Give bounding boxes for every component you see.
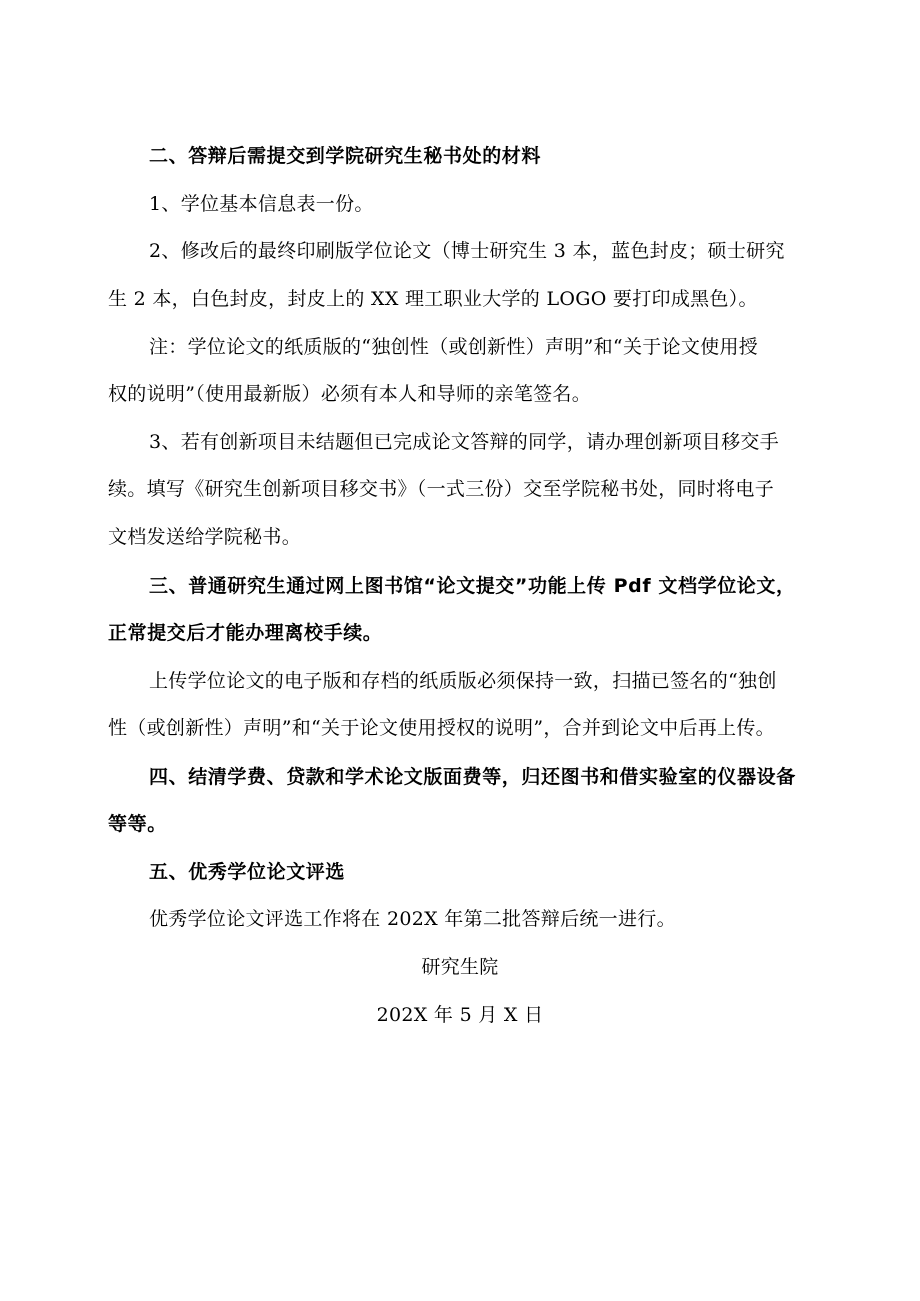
section2-item2-line2: 生 2 本，白色封皮，封皮上的 XX 理工职业大学的 LOGO 要打印成黑色）。 — [108, 288, 758, 310]
section5-body: 优秀学位论文评选工作将在 202X 年第二批答辩后统一进行。 — [149, 908, 676, 930]
section3-heading-line2: 正常提交后才能办理离校手续。 — [108, 622, 383, 644]
section2-item3-line1: 3、若有创新项目未结题但已完成论文答辩的同学，请办理创新项目移交手 — [149, 431, 779, 453]
signature-date: 202X 年 5 月 X 日 — [376, 1004, 544, 1026]
section2-heading: 二、答辩后需提交到学院研究生秘书处的材料 — [149, 145, 542, 167]
section4-heading-line2: 等等。 — [108, 813, 167, 835]
section3-body-line1: 上传学位论文的电子版和存档的纸质版必须保持一致，扫描已签名的“独创 — [149, 670, 777, 692]
section2-note-line2: 权的说明”（使用最新版）必须有本人和导师的亲笔签名。 — [108, 383, 592, 405]
section2-item3-line3: 文档发送给学院秘书。 — [108, 526, 302, 548]
section2-item3-line2: 续。填写《研究生创新项目移交书》（一式三份）交至学院秘书处，同时将电子 — [108, 478, 775, 500]
section2-note-line1: 注：学位论文的纸质版的“独创性（或创新性）声明”和“关于论文使用授 — [149, 336, 759, 358]
section2-item2-line1: 2、修改后的最终印刷版学位论文（博士研究生 3 本，蓝色封皮；硕士研究 — [149, 240, 785, 262]
signature-org: 研究生院 — [421, 956, 499, 978]
section5-heading: 五、优秀学位论文评选 — [149, 861, 346, 883]
section4-heading-line1: 四、结清学费、贷款和学术论文版面费等，归还图书和借实验室的仪器设备 — [149, 766, 796, 788]
section3-body-line2: 性（或创新性）声明”和“关于论文使用授权的说明”，合并到论文中后再上传。 — [108, 717, 775, 739]
section2-item1: 1、学位基本信息表一份。 — [149, 193, 374, 215]
section3-heading-line1: 三、普通研究生通过网上图书馆“论文提交”功能上传 Pdf 文档学位论文， — [149, 575, 796, 597]
